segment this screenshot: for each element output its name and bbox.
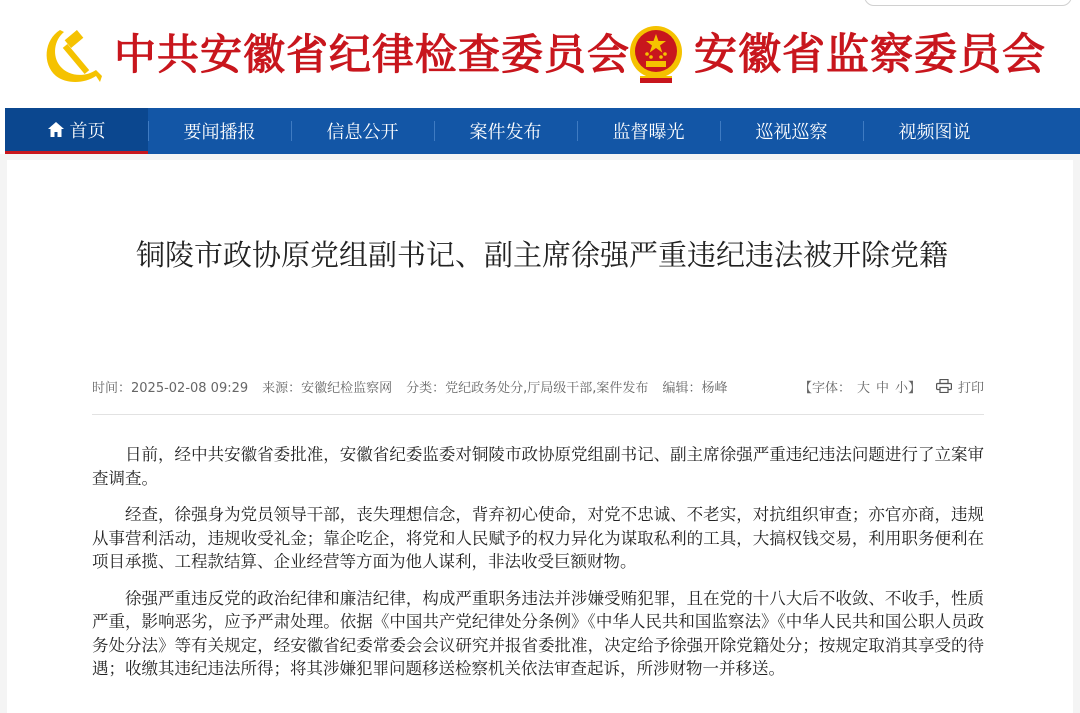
nav-item-news[interactable]: 要闻播报	[148, 108, 291, 154]
article-title: 铜陵市政协原党组副书记、副主席徐强严重违纪违法被开除党籍	[135, 238, 948, 272]
article-source: 来源：安徽纪检监察网	[262, 380, 393, 396]
nav-item-inspection[interactable]: 巡视巡察	[720, 108, 863, 154]
printer-icon	[936, 379, 952, 393]
party-logo[interactable]	[40, 22, 630, 88]
home-icon	[48, 122, 64, 137]
article-body	[92, 443, 984, 694]
font-size-small-link[interactable]: 小】	[895, 380, 922, 396]
article-paragraph-1: 日前，经中共安徽省委批准，安徽省纪委监委对铜陵市政协原党组副书记、副主席徐强严重违纪违法问题进行了立案审查调查。	[92, 445, 984, 488]
logo-title-left: 中共安徽省纪律检查委员会	[114, 30, 631, 79]
font-size-large-link[interactable]: 大	[857, 380, 871, 396]
nav-item-video[interactable]: 视频图说	[863, 108, 1006, 154]
font-size-control	[799, 377, 927, 396]
nav-item-supervision-exposure[interactable]: 监督曝光	[577, 108, 720, 154]
nav-item-home[interactable]	[5, 108, 148, 154]
nav-item-case-release[interactable]: 案件发布	[434, 108, 577, 154]
logo-title-right: 安徽省监察委员会	[694, 29, 1046, 80]
font-size-medium-link[interactable]: 中	[876, 380, 890, 396]
article-paragraph-3: 徐强严重违反党的政治纪律和廉洁纪律，构成严重职务违法并涉嫌受贿犯罪，且在党的十八大后不收敛、不收手，性质严重，影响恶劣，应予严肃处理。依据《中国共产党纪律处分条例》《中华人民共和国监察法》《中华人民共和国公职人员政务处分法》等有关规定，经安徽省纪委常委会会议研究并报省委批准，决定给予徐强开除党籍处分；按规定取消其享受的待遇；收缴其违纪违法所得；将其涉嫌犯罪问题移送检察机关依法审查起诉，所涉财物一并移送。	[92, 588, 984, 678]
article-category: 分类：党纪政务处分,厅局级干部,案件发布	[406, 380, 649, 396]
search-box[interactable]	[864, 0, 1072, 6]
main-nav	[5, 108, 1080, 154]
print-button[interactable]	[936, 377, 984, 396]
article-meta	[92, 376, 984, 396]
article-editor: 编辑：杨峰	[662, 380, 728, 396]
nav-item-label: 首页	[69, 120, 106, 142]
nav-item-info-disclosure[interactable]: 信息公开	[291, 108, 434, 154]
hammer-sickle-icon	[40, 24, 104, 86]
state-emblem-logo[interactable]	[626, 22, 1046, 88]
print-label: 打印	[957, 380, 984, 396]
article-paragraph-2: 经查，徐强身为党员领导干部，丧失理想信念，背弃初心使命，对党不忠诚、不老实，对抗组织审查；亦官亦商，违规从事营利活动，违规收受礼金；靠企吃企，将党和人民赋予的权力异化为谋取私利的工具，大搞权钱交易，利用职务便利在项目承揽、工程款结算、企业经营等方面为他人谋利，非法收受巨额财物。	[92, 505, 984, 571]
font-size-label: 【字体：	[799, 380, 852, 396]
meta-divider	[92, 414, 984, 415]
national-emblem-icon	[626, 24, 686, 86]
publish-time: 时间：2025-02-08 09:29	[92, 380, 249, 396]
article-container	[7, 160, 1073, 713]
site-header	[0, 0, 1080, 108]
